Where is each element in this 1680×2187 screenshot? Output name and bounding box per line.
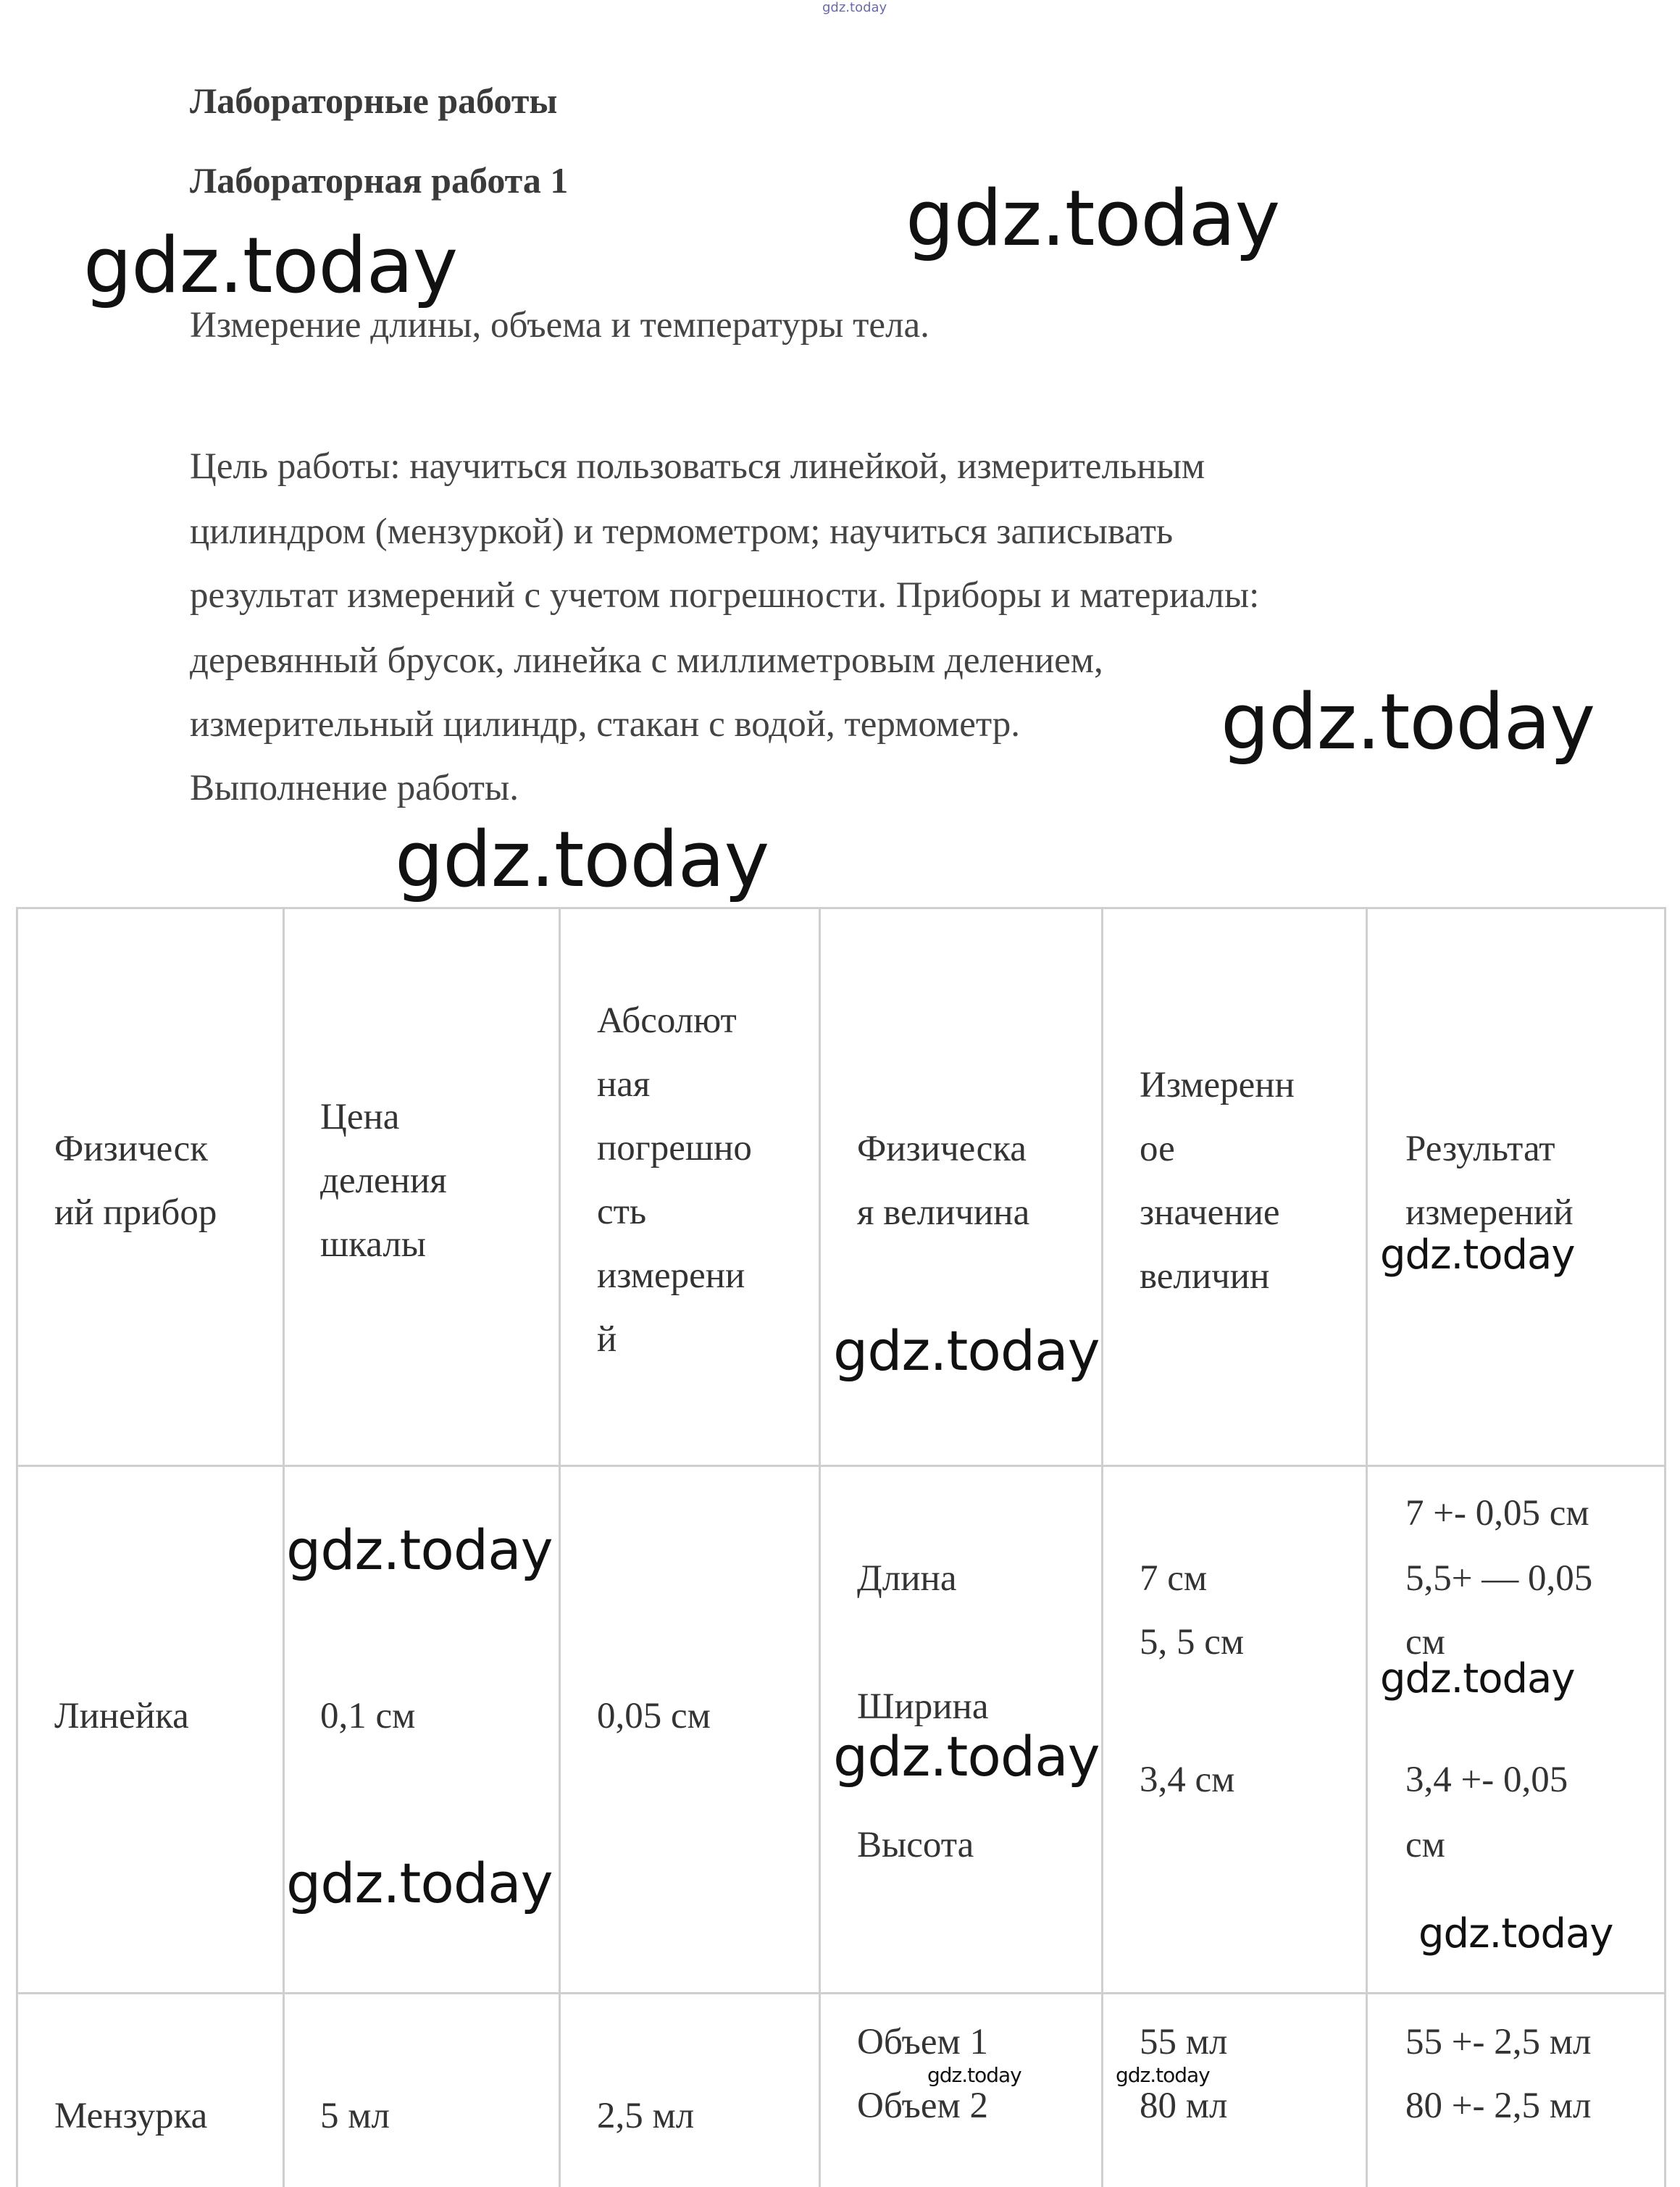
header-measured: Измеренн ое значение величин <box>1140 1065 1295 1297</box>
watermark: gdz.today <box>1418 1910 1613 1957</box>
watermark: gdz.today <box>833 1724 1100 1789</box>
watermark: gdz.today <box>1380 1232 1575 1279</box>
watermark: gdz.today <box>1221 677 1595 766</box>
cell-result: 3,4 +- 0,05 <box>1405 1760 1568 1800</box>
cell-instrument: Мензурка <box>54 2096 208 2136</box>
section-heading: Лабораторные работы <box>190 80 558 121</box>
cell-quantity: Объем 1 <box>857 2022 989 2062</box>
table-column-divider <box>283 907 285 2187</box>
cell-measured: 5, 5 см <box>1140 1622 1245 1663</box>
work-subtitle: Измерение длины, объема и температуры тела. <box>190 305 929 346</box>
cell-result: 5,5+ — 0,05 <box>1405 1558 1593 1599</box>
watermark: gdz.today <box>395 815 769 904</box>
cell-quantity: Высота <box>857 1825 974 1865</box>
watermark: gdz.today <box>927 2063 1021 2087</box>
goal-line: измерительный цилиндр, стакан с водой, термометр. <box>190 704 1021 745</box>
goal-line: деревянный брусок, линейка с миллиметровым делением, <box>190 640 1103 681</box>
table-border-top <box>16 907 1666 909</box>
header-scale-division: Цена деления шкалы <box>320 1097 447 1265</box>
table-row-divider <box>16 1465 1666 1467</box>
cell-quantity: Ширина <box>857 1686 989 1727</box>
table-column-divider <box>819 907 821 2187</box>
cell-abs-error: 0,05 см <box>597 1696 711 1736</box>
goal-line: Выполнение работы. <box>190 768 519 808</box>
table-row-divider <box>16 1992 1666 1994</box>
cell-result: см <box>1405 1622 1445 1663</box>
table-column-divider <box>559 907 561 2187</box>
work-heading: Лабораторная работа 1 <box>190 160 569 201</box>
watermark: gdz.today <box>906 174 1280 263</box>
goal-line: цилиндром (мензуркой) и термометром; научиться записывать <box>190 511 1174 552</box>
cell-scale-division: 5 мл <box>320 2096 390 2136</box>
cell-measured: 3,4 см <box>1140 1760 1235 1800</box>
cell-result: 55 +- 2,5 мл <box>1405 2022 1592 2062</box>
watermark: gdz.today <box>286 1851 553 1915</box>
cell-instrument: Линейка <box>54 1696 189 1736</box>
table-column-divider <box>1366 907 1368 2187</box>
watermark: gdz.today <box>833 1318 1100 1383</box>
cell-result: 80 +- 2,5 мл <box>1405 2086 1592 2126</box>
cell-quantity: Длина <box>857 1558 957 1599</box>
top-watermark: gdz.today <box>822 0 887 15</box>
watermark: gdz.today <box>286 1518 553 1582</box>
cell-scale-division: 0,1 см <box>320 1696 416 1736</box>
goal-line: Цель работы: научиться пользоваться линейкой, измерительным <box>190 446 1205 487</box>
cell-abs-error: 2,5 мл <box>597 2096 695 2136</box>
cell-quantity: Объем 2 <box>857 2086 989 2126</box>
table-column-divider <box>1664 907 1666 2187</box>
cell-measured: 7 см <box>1140 1558 1208 1599</box>
header-result: Результат измерений <box>1405 1129 1574 1233</box>
header-quantity: Физическа я величина <box>857 1129 1030 1233</box>
cell-measured: 80 мл <box>1140 2086 1228 2126</box>
goal-line: результат измерений с учетом погрешности. Приборы и материалы: <box>190 575 1260 616</box>
cell-measured: 55 мл <box>1140 2022 1228 2062</box>
header-instrument: Физическ ий прибор <box>54 1129 217 1233</box>
table-column-divider <box>16 907 18 2187</box>
watermark: gdz.today <box>1116 2063 1210 2087</box>
cell-result: 7 +- 0,05 см <box>1405 1493 1589 1534</box>
watermark: gdz.today <box>1380 1655 1575 1702</box>
watermark: gdz.today <box>83 221 458 310</box>
table-column-divider <box>1101 907 1103 2187</box>
cell-result: см <box>1405 1825 1445 1865</box>
header-abs-error: Абсолют ная погрешно сть измерени й <box>597 1000 752 1360</box>
